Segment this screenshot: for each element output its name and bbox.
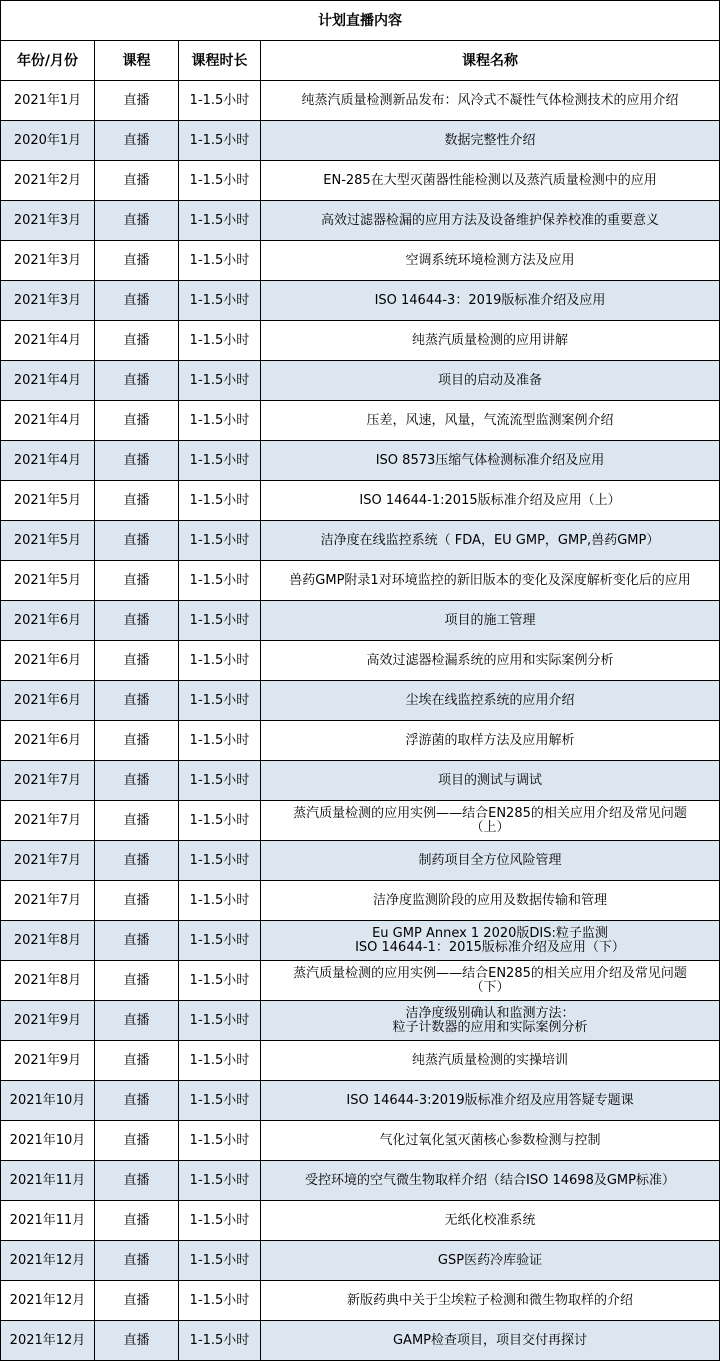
course-type-cell: 直播 (95, 1321, 179, 1361)
course-name-cell (261, 81, 720, 121)
month-cell: 2021年6月 (1, 681, 95, 721)
course-name-cell (261, 441, 720, 481)
course-name-text: Eu GMP Annex 1 2020版DIS:粒子监测 ISO 14644-1：2015版标准介绍及应用（下） (355, 925, 625, 955)
month-cell: 2021年9月 (1, 1001, 95, 1041)
table-row (1, 601, 720, 641)
course-type-cell: 直播 (95, 1161, 179, 1201)
month-cell: 2021年10月 (1, 1081, 95, 1121)
month-cell: 2021年12月 (1, 1321, 95, 1361)
course-name-text: ISO 8573压缩气体检测标准介绍及应用 (375, 452, 605, 468)
course-name-cell (261, 641, 720, 681)
table-title: 计划直播内容 (1, 1, 720, 41)
duration-cell: 1-1.5小时 (179, 441, 261, 481)
duration-cell: 1-1.5小时 (179, 721, 261, 761)
table-row (1, 1161, 720, 1201)
month-cell: 2021年12月 (1, 1241, 95, 1281)
duration-cell: 1-1.5小时 (179, 1001, 261, 1041)
duration-cell: 1-1.5小时 (179, 681, 261, 721)
course-type-cell: 直播 (95, 921, 179, 961)
course-type-cell: 直播 (95, 241, 179, 281)
course-name-text: 纯蒸汽质量检测的应用讲解 (411, 332, 568, 348)
duration-cell: 1-1.5小时 (179, 481, 261, 521)
table-row (1, 801, 720, 841)
course-type-cell: 直播 (95, 1281, 179, 1321)
table-row (1, 961, 720, 1001)
course-name-cell (261, 721, 720, 761)
month-cell: 2021年2月 (1, 161, 95, 201)
course-name-text: 空调系统环境检测方法及应用 (405, 252, 575, 268)
duration-cell: 1-1.5小时 (179, 561, 261, 601)
course-name-cell (261, 1081, 720, 1121)
table-row (1, 321, 720, 361)
table-row (1, 681, 720, 721)
course-name-cell (261, 241, 720, 281)
course-name-cell (261, 1121, 720, 1161)
course-type-cell: 直播 (95, 961, 179, 1001)
course-name-text: 洁净度监测阶段的应用及数据传输和管理 (372, 892, 607, 908)
table-row (1, 1241, 720, 1281)
table-row (1, 201, 720, 241)
course-name-cell (261, 1161, 720, 1201)
table-row (1, 881, 720, 921)
month-cell: 2021年6月 (1, 721, 95, 761)
course-type-cell: 直播 (95, 601, 179, 641)
header-duration: 课程时长 (179, 41, 261, 81)
table-row (1, 361, 720, 401)
course-name-cell (261, 161, 720, 201)
course-type-cell: 直播 (95, 481, 179, 521)
course-type-cell: 直播 (95, 81, 179, 121)
course-name-text: 纯蒸汽质量检测的实操培训 (411, 1052, 568, 1068)
course-name-text: GAMP检查项目，项目交付再探讨 (392, 1332, 588, 1348)
table-row (1, 1081, 720, 1121)
duration-cell: 1-1.5小时 (179, 201, 261, 241)
month-cell: 2021年11月 (1, 1201, 95, 1241)
duration-cell: 1-1.5小时 (179, 801, 261, 841)
course-name-cell (261, 1281, 720, 1321)
course-name-text: GSP医药冷库验证 (437, 1252, 543, 1268)
month-cell: 2021年7月 (1, 801, 95, 841)
duration-cell: 1-1.5小时 (179, 1241, 261, 1281)
duration-cell: 1-1.5小时 (179, 401, 261, 441)
table-row (1, 761, 720, 801)
duration-cell: 1-1.5小时 (179, 921, 261, 961)
course-name-cell (261, 1041, 720, 1081)
duration-cell: 1-1.5小时 (179, 1081, 261, 1121)
course-name-text: 数据完整性介绍 (444, 132, 536, 148)
course-name-text: 气化过氧化氢灭菌核心参数检测与控制 (379, 1132, 601, 1148)
month-cell: 2021年7月 (1, 761, 95, 801)
course-name-cell (261, 681, 720, 721)
month-cell: 2021年8月 (1, 961, 95, 1001)
table-row (1, 521, 720, 561)
table-row (1, 121, 720, 161)
course-type-cell: 直播 (95, 561, 179, 601)
duration-cell: 1-1.5小时 (179, 281, 261, 321)
course-name-cell (261, 321, 720, 361)
table-row (1, 841, 720, 881)
month-cell: 2021年6月 (1, 641, 95, 681)
course-name-cell (261, 401, 720, 441)
duration-cell: 1-1.5小时 (179, 601, 261, 641)
course-name-text: 受控环境的空气微生物取样介绍（结合ISO 14698及GMP标准） (305, 1172, 675, 1188)
course-type-cell: 直播 (95, 321, 179, 361)
course-name-text: 蒸汽质量检测的应用实例——结合EN285的相关应用介绍及常见问题 （上） (293, 805, 687, 835)
course-name-cell (261, 361, 720, 401)
duration-cell: 1-1.5小时 (179, 81, 261, 121)
course-type-cell: 直播 (95, 641, 179, 681)
month-cell: 2021年4月 (1, 441, 95, 481)
duration-cell: 1-1.5小时 (179, 881, 261, 921)
month-cell: 2021年7月 (1, 881, 95, 921)
course-name-text: 无纸化校准系统 (444, 1212, 536, 1228)
table-row (1, 241, 720, 281)
course-name-cell (261, 761, 720, 801)
course-type-cell: 直播 (95, 801, 179, 841)
table-row (1, 1281, 720, 1321)
duration-cell: 1-1.5小时 (179, 361, 261, 401)
header-month: 年份/月份 (1, 41, 95, 81)
table-row (1, 161, 720, 201)
table-row (1, 481, 720, 521)
course-name-cell (261, 801, 720, 841)
course-type-cell: 直播 (95, 1081, 179, 1121)
duration-cell: 1-1.5小时 (179, 1321, 261, 1361)
duration-cell: 1-1.5小时 (179, 1161, 261, 1201)
course-name-text: 新版药典中关于尘埃粒子检测和微生物取样的介绍 (346, 1292, 633, 1308)
course-name-cell (261, 1201, 720, 1241)
month-cell: 2021年4月 (1, 401, 95, 441)
course-name-text: 洁净度级别确认和监测方法： 粒子计数器的应用和实际案例分析 (392, 1005, 588, 1035)
month-cell: 2021年7月 (1, 841, 95, 881)
course-type-cell: 直播 (95, 1121, 179, 1161)
month-cell: 2021年4月 (1, 361, 95, 401)
course-name-text: ISO 14644-3:2019版标准介绍及应用答疑专题课 (346, 1092, 634, 1108)
course-name-text: 兽药GMP附录1对环境监控的新旧版本的变化及深度解析变化后的应用 (289, 572, 691, 588)
course-type-cell: 直播 (95, 881, 179, 921)
course-type-cell: 直播 (95, 201, 179, 241)
table-row (1, 921, 720, 961)
course-name-text: 高效过滤器检漏系统的应用和实际案例分析 (366, 652, 614, 668)
course-type-cell: 直播 (95, 681, 179, 721)
course-name-text: 蒸汽质量检测的应用实例——结合EN285的相关应用介绍及常见问题 （下） (293, 965, 687, 995)
month-cell: 2021年3月 (1, 241, 95, 281)
course-name-cell (261, 1321, 720, 1361)
month-cell: 2021年4月 (1, 321, 95, 361)
course-name-cell (261, 961, 720, 1001)
month-cell: 2021年12月 (1, 1281, 95, 1321)
month-cell: 2021年3月 (1, 281, 95, 321)
course-name-text: 压差，风速，风量，气流流型监测案例介绍 (366, 412, 614, 428)
course-type-cell: 直播 (95, 281, 179, 321)
course-name-text: EN-285在大型灭菌器性能检测以及蒸汽质量检测中的应用 (323, 172, 657, 188)
month-cell: 2021年5月 (1, 561, 95, 601)
duration-cell: 1-1.5小时 (179, 961, 261, 1001)
month-cell: 2021年5月 (1, 521, 95, 561)
course-name-text: 项目的启动及准备 (437, 372, 542, 388)
course-name-text: 纯蒸汽质量检测新品发布：风冷式不凝性气体检测技术的应用介绍 (301, 92, 679, 108)
course-type-cell: 直播 (95, 841, 179, 881)
table-row (1, 81, 720, 121)
course-type-cell: 直播 (95, 401, 179, 441)
header-row (1, 41, 720, 81)
course-name-text: 尘埃在线监控系统的应用介绍 (405, 692, 575, 708)
course-type-cell: 直播 (95, 721, 179, 761)
month-cell: 2021年5月 (1, 481, 95, 521)
course-type-cell: 直播 (95, 521, 179, 561)
course-name-cell (261, 1241, 720, 1281)
header-course: 课程 (95, 41, 179, 81)
duration-cell: 1-1.5小时 (179, 1121, 261, 1161)
course-name-cell (261, 121, 720, 161)
table-row (1, 1001, 720, 1041)
course-name-cell (261, 521, 720, 561)
month-cell: 2021年3月 (1, 201, 95, 241)
course-name-cell (261, 481, 720, 521)
duration-cell: 1-1.5小时 (179, 241, 261, 281)
course-name-cell (261, 201, 720, 241)
month-cell: 2020年1月 (1, 121, 95, 161)
course-type-cell: 直播 (95, 361, 179, 401)
course-name-cell (261, 281, 720, 321)
month-cell: 2021年6月 (1, 601, 95, 641)
course-type-cell: 直播 (95, 121, 179, 161)
table-row (1, 561, 720, 601)
month-cell: 2021年10月 (1, 1121, 95, 1161)
table-title-row (1, 1, 720, 41)
duration-cell: 1-1.5小时 (179, 761, 261, 801)
table-row (1, 1121, 720, 1161)
duration-cell: 1-1.5小时 (179, 841, 261, 881)
course-type-cell: 直播 (95, 1201, 179, 1241)
course-type-cell: 直播 (95, 441, 179, 481)
duration-cell: 1-1.5小时 (179, 321, 261, 361)
table-row (1, 1041, 720, 1081)
course-name-text: 浮游菌的取样方法及应用解析 (405, 732, 575, 748)
table-row (1, 401, 720, 441)
course-name-cell (261, 561, 720, 601)
course-name-cell (261, 881, 720, 921)
duration-cell: 1-1.5小时 (179, 641, 261, 681)
course-name-cell (261, 1001, 720, 1041)
table-row (1, 1321, 720, 1361)
course-type-cell: 直播 (95, 1041, 179, 1081)
table-row (1, 281, 720, 321)
course-name-text: 项目的施工管理 (444, 612, 536, 628)
duration-cell: 1-1.5小时 (179, 161, 261, 201)
duration-cell: 1-1.5小时 (179, 1041, 261, 1081)
course-type-cell: 直播 (95, 1241, 179, 1281)
month-cell: 2021年9月 (1, 1041, 95, 1081)
course-name-text: 洁净度在线监控系统（ FDA，EU GMP，GMP,兽药GMP） (320, 532, 660, 548)
course-name-cell (261, 841, 720, 881)
month-cell: 2021年11月 (1, 1161, 95, 1201)
table-row (1, 441, 720, 481)
course-name-text: 项目的测试与调试 (437, 772, 542, 788)
course-name-text: 高效过滤器检漏的应用方法及设备维护保养校准的重要意义 (320, 212, 659, 228)
table-row (1, 641, 720, 681)
course-name-text: 制药项目全方位风险管理 (418, 852, 562, 868)
duration-cell: 1-1.5小时 (179, 121, 261, 161)
course-name-text: ISO 14644-1:2015版标准介绍及应用（上） (359, 492, 621, 508)
header-course-name: 课程名称 (261, 41, 720, 81)
course-type-cell: 直播 (95, 761, 179, 801)
month-cell: 2021年1月 (1, 81, 95, 121)
duration-cell: 1-1.5小时 (179, 1281, 261, 1321)
course-type-cell: 直播 (95, 161, 179, 201)
duration-cell: 1-1.5小时 (179, 521, 261, 561)
duration-cell: 1-1.5小时 (179, 1201, 261, 1241)
month-cell: 2021年8月 (1, 921, 95, 961)
course-name-cell (261, 601, 720, 641)
course-type-cell: 直播 (95, 1001, 179, 1041)
table-row (1, 721, 720, 761)
table-body (1, 81, 720, 1361)
table-row (1, 1201, 720, 1241)
course-name-text: ISO 14644-3：2019版标准介绍及应用 (374, 292, 606, 308)
course-name-cell (261, 921, 720, 961)
